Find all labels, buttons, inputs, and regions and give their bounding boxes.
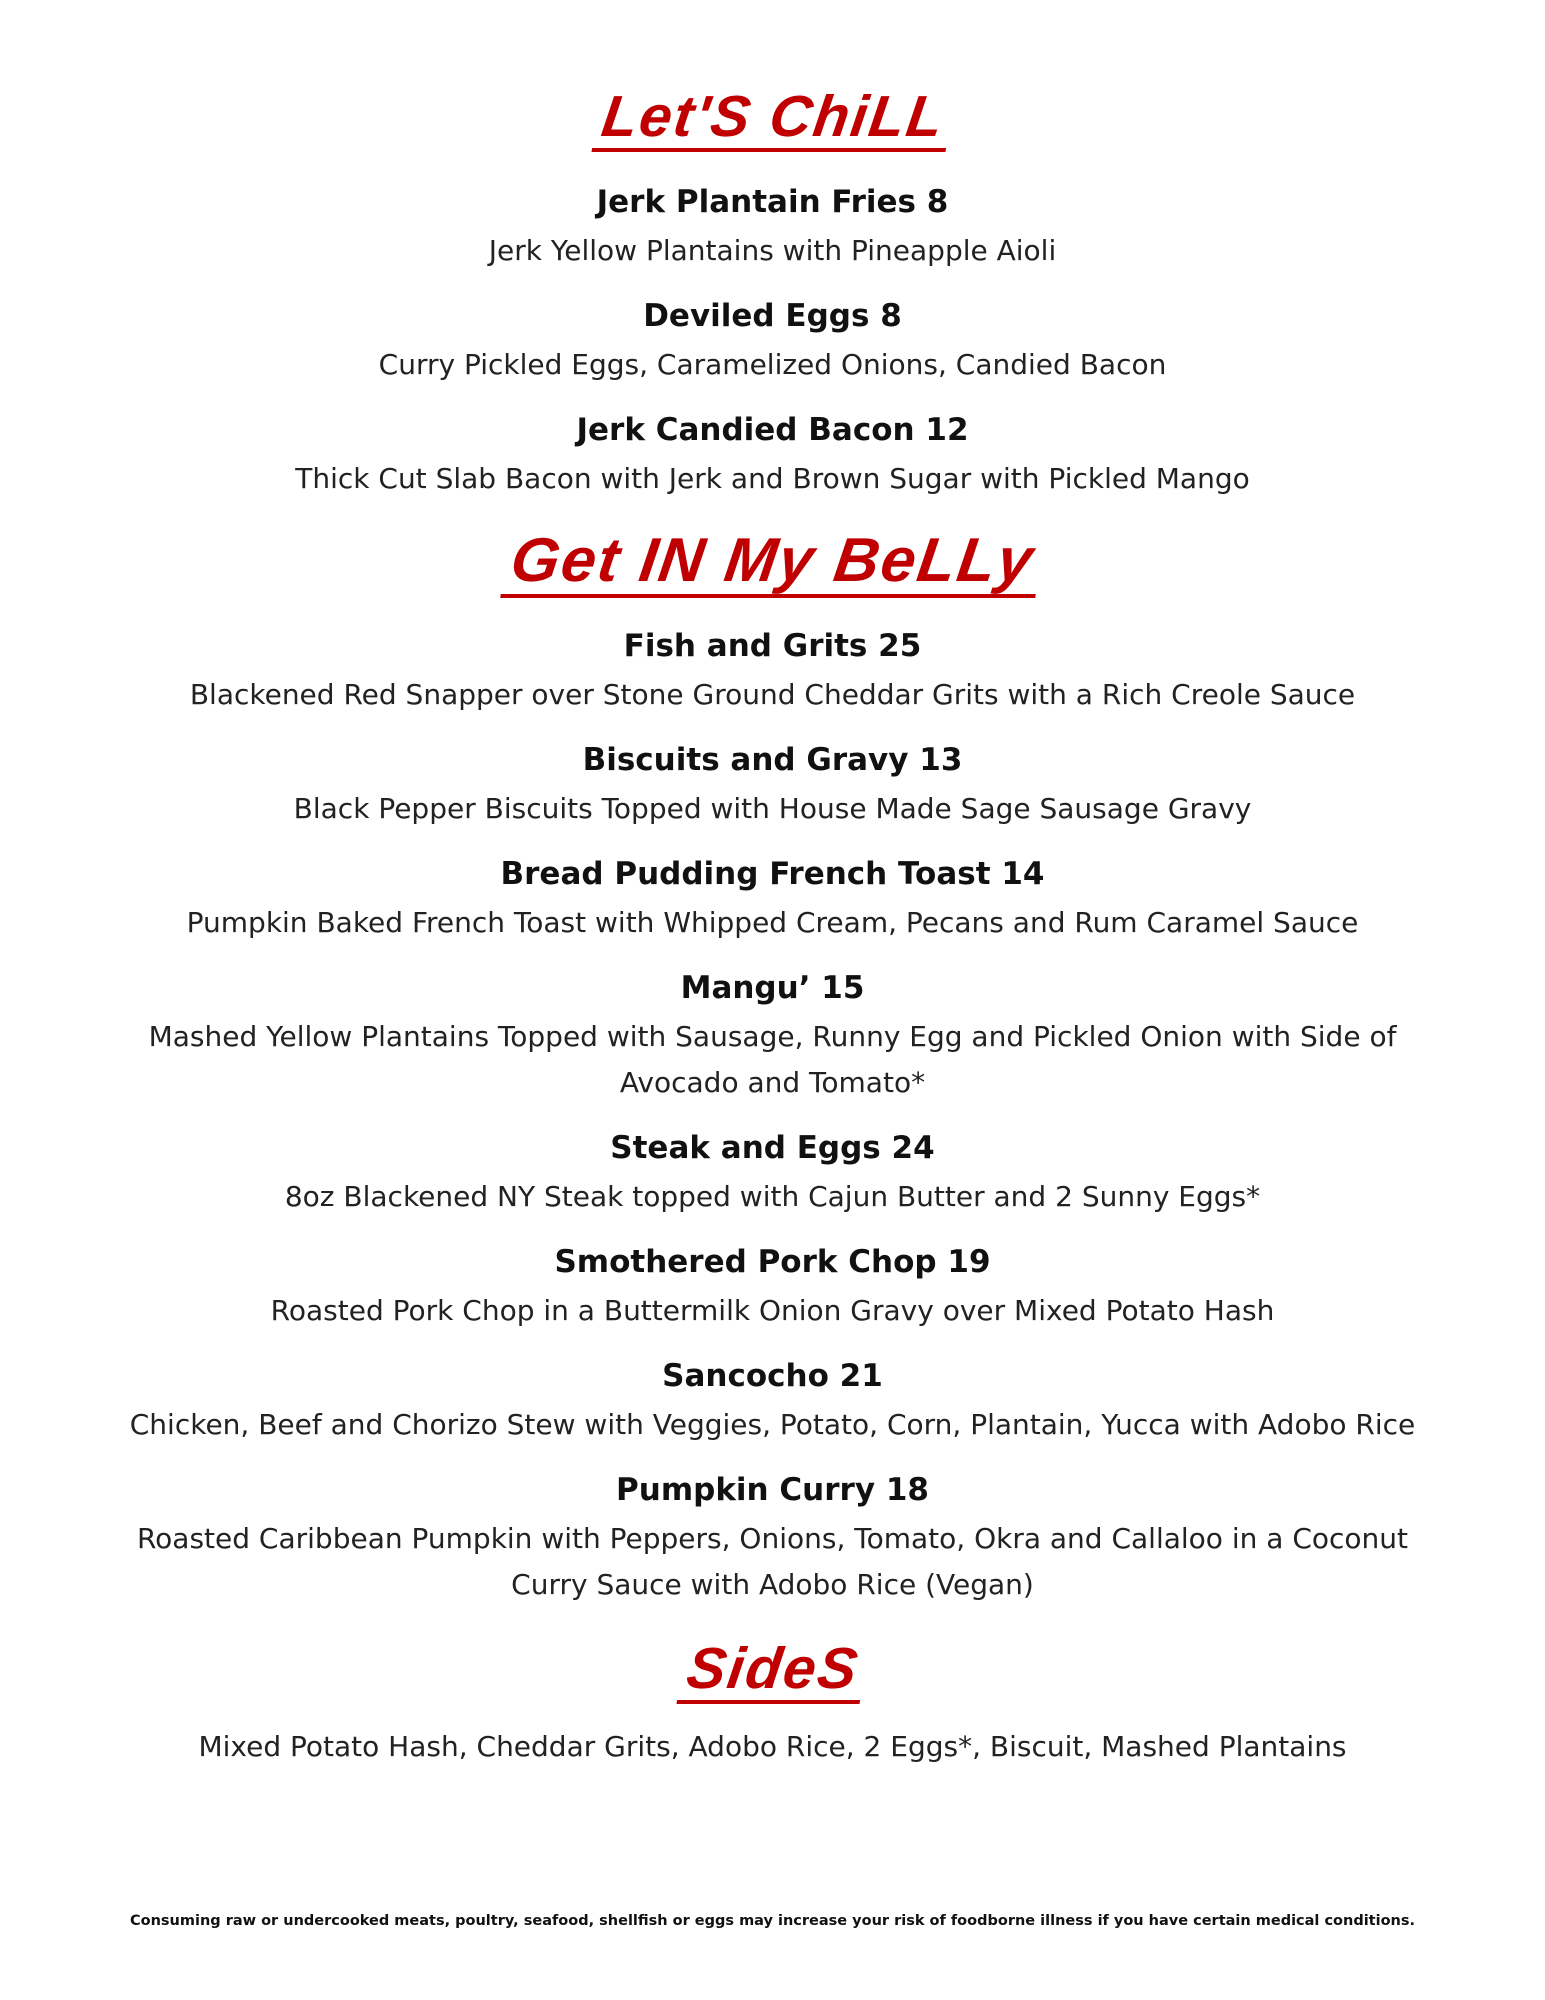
menu-item-name: Mangu’ 15 [680,970,865,1006]
section-title-lets-chill: Let'S ChiLL [0,88,1545,152]
sides-list: Mixed Potato Hash, Cheddar Grits, Adobo Rice, 2 Eggs*, Biscuit, Mashed Plantains [198,1730,1347,1763]
menu-item-desc: Chicken, Beef and Chorizo Stew with Veggies, Potato, Corn, Plantain, Yucca with Adobo Rice [129,1408,1416,1441]
menu-item-name: Bread Pudding French Toast 14 [500,856,1045,892]
menu-item-desc: Black Pepper Biscuits Topped with House Made Sage Sausage Gravy [293,792,1252,825]
menu-item-name: Deviled Eggs 8 [643,298,902,334]
menu-item-desc: 8oz Blackened NY Steak topped with Cajun Butter and 2 Sunny Eggs* [284,1180,1261,1213]
menu-item-name: Smothered Pork Chop 19 [554,1244,991,1280]
menu-item-desc: Pumpkin Baked French Toast with Whipped Cream, Pecans and Rum Caramel Sauce [186,906,1359,939]
menu-item-name: Jerk Plantain Fries 8 [596,184,949,220]
menu-item-desc: Curry Pickled Eggs, Caramelized Onions, Candied Bacon [378,348,1167,381]
menu-item-name: Fish and Grits 25 [623,628,922,664]
food-safety-disclaimer: Consuming raw or undercooked meats, poultry, seafood, shellfish or eggs may increase your risk of foodborne illness if you have certain medical conditions. [130,1913,1415,1929]
menu-item-name: Jerk Candied Bacon 12 [576,412,969,448]
menu-item-desc: Jerk Yellow Plantains with Pineapple Aioli [488,234,1057,267]
menu-item-name: Pumpkin Curry 18 [616,1472,929,1508]
section-title-get-in-my-belly: Get IN My BeLLy [0,530,1545,598]
menu-item-name: Sancocho 21 [662,1358,883,1394]
menu-item-desc: Roasted Caribbean Pumpkin with Peppers, Onions, Tomato, Okra and Callaloo in a Coconut Curry Sauce with Adobo Rice (Vegan) [136,1522,1409,1601]
menu-item-desc: Thick Cut Slab Bacon with Jerk and Brown Sugar with Pickled Mango [295,462,1250,495]
menu-item-name: Biscuits and Gravy 13 [582,742,963,778]
section-title-sides: SideS [0,1640,1545,1704]
menu-item-desc: Roasted Pork Chop in a Buttermilk Onion Gravy over Mixed Potato Hash [270,1294,1275,1327]
menu-item-name: Steak and Eggs 24 [610,1130,935,1166]
menu-item-desc: Blackened Red Snapper over Stone Ground Cheddar Grits with a Rich Creole Sauce [189,678,1356,711]
menu-item-desc: Mashed Yellow Plantains Topped with Sausage, Runny Egg and Pickled Onion with Side of Avocado and Tomato* [148,1020,1397,1099]
